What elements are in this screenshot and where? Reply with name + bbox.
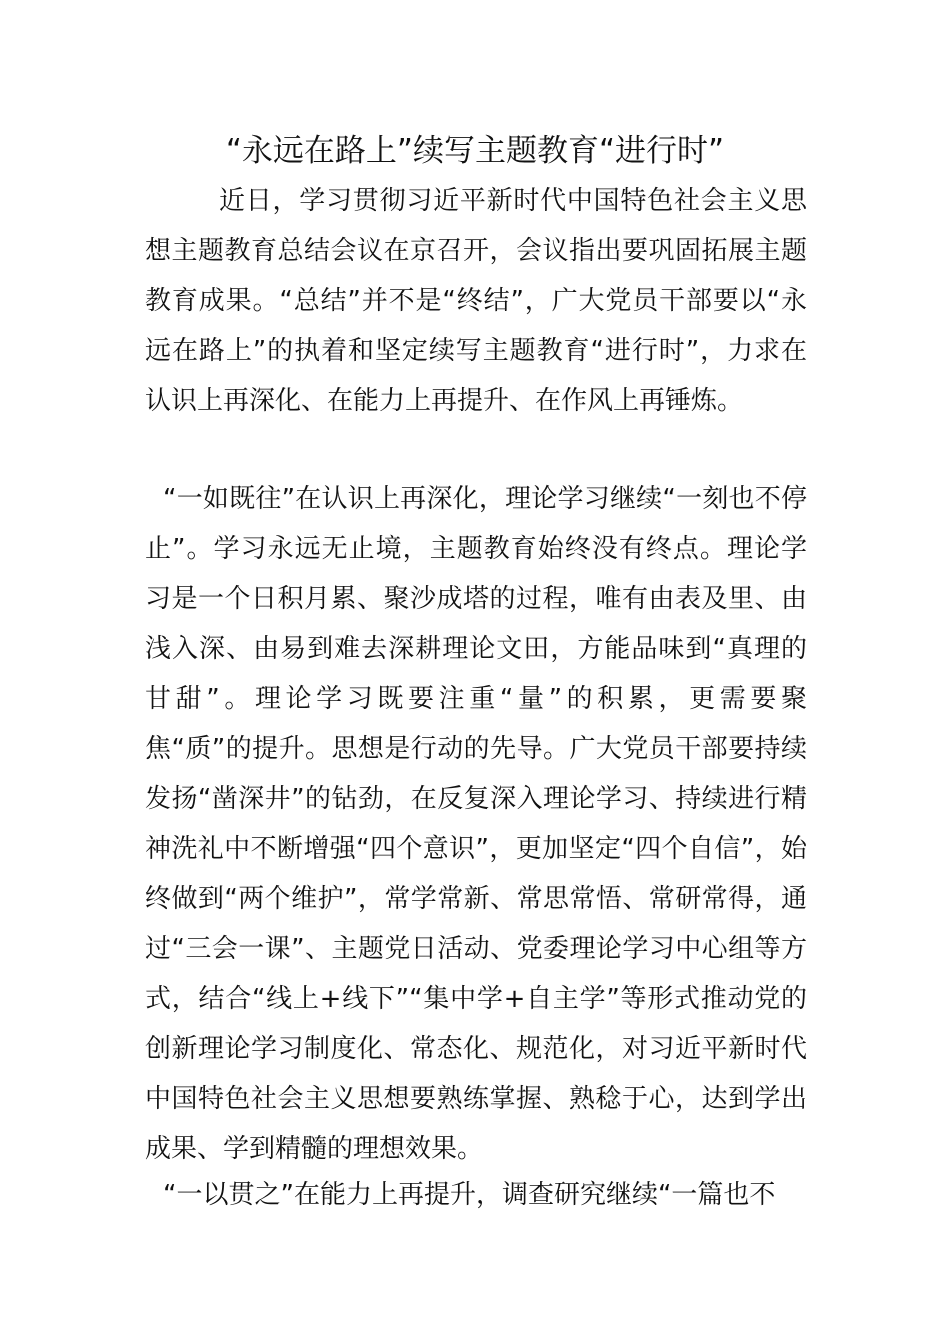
document-title: “永远在路上”续写主题教育“进行时” (225, 133, 725, 169)
paragraph-intro: 近日，学习贯彻习近平新时代中国特色社会主义思想主题教育总结会议在京召开，会议指出要巩固拓展主题教育成果。“总结”并不是“终结”，广大党员干部要以“永远在路上”的执着和坚定续写主题教育“进行时”，力求在认识上再深化、在能力上再提升、在作风上再锤炼。 (145, 186, 807, 416)
paragraph-ability: “一以贯之”在能力上再提升，调查研究继续“一篇也不 (163, 1180, 776, 1210)
paragraph-theory-study: “一如既往”在认识上再深化，理论学习继续“一刻也不停止”。学习永远无止境，主题教育始终没有终点。理论学习是一个日积月累、聚沙成塔的过程，唯有由表及里、由浅入深、由易到难去深耕理论文田，方能品味到“真理的甘甜”。理论学习既要注重“量”的积累，更需要聚焦“质”的提升。思想是行动的先导。广大党员干部要持续发扬“凿深井”的钻劲，在反复深入理论学习、持续进行精神洗礼中不断增强“四个意识”，更加坚定“四个自信”，始终做到“两个维护”，常学常新、常思常悟、常研常得，通过“三会一课”、主题党日活动、党委理论学习中心组等方式，结合“线上+线下”“集中学+自主学”等形式推动党的创新理论学习制度化、常态化、规范化，对习近平新时代中国特色社会主义思想要熟练掌握、熟稔于心，达到学出成果、学到精髓的理想效果。 (145, 484, 807, 1164)
